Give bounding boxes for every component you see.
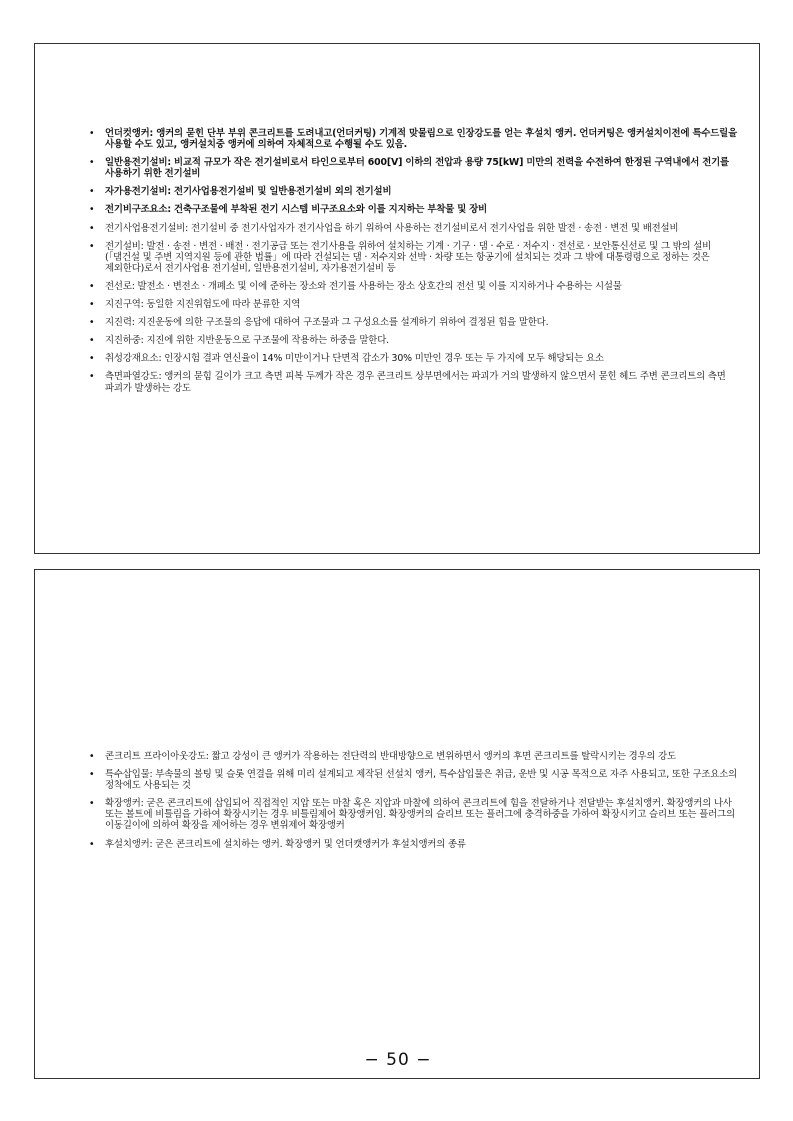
bullet-icon: •	[89, 798, 95, 810]
definition-text: 지진력: 지진운동에 의한 구조물의 응답에 대하여 구조물과 그 구성요소를 설계하기 위하여 결정된 힘을 말한다.	[105, 317, 549, 329]
definition-text: 지진구역: 동일한 지진위험도에 따라 분류한 지역	[105, 299, 301, 311]
definition-text: 언더컷앵커: 앵커의 묻힌 단부 부위 콘크리트를 도려내고(언더커팅) 기계적 맞물림으로 인장강도를 얻는 후설치 앵커. 언더커팅은 앵커설치이전에 특수드릴을 사용할 수도 있고, 앵커설치중 앵커에 의하여 자체적으로 수행될 수도 있음.	[105, 128, 737, 151]
definition-item	[87, 353, 743, 364]
bullet-icon: •	[89, 299, 95, 311]
definition-text: 전선로: 발전소 · 변전소 · 개폐소 및 이에 준하는 장소와 전기를 사용하는 장소 상호간의 전선 및 이를 지지하거나 수용하는 시설물	[105, 280, 622, 292]
bullet-icon: •	[89, 751, 95, 762]
definition-list-upper	[87, 128, 743, 401]
definition-item	[87, 335, 743, 346]
definition-list-lower	[87, 751, 743, 857]
bullet-icon: •	[89, 317, 95, 329]
bullet-icon: •	[89, 186, 95, 198]
definition-item	[87, 299, 743, 310]
definition-text: 전기설비: 발전 · 송전 · 변전 · 배전 · 전기공급 또는 전기사용을 위하여 설치하는 기계 · 기구 · 댐 · 수로 · 저수지 · 전선로 · 보안통신선로 및 그 밖의 설비(「댐건설 및 주변 지역지원 등에 관한 법률」에 따라 건설되는 댐 · 저수지와 선박 · 차량 또는 항공기에 설치되는 것과 그 밖에 대통령령으로 정하는 것은 제외한다)로서 전기사업용 전기설비, 일반용전기설비, 자가용전기설비 등	[105, 240, 712, 274]
definition-item	[87, 281, 743, 292]
definition-item	[87, 204, 743, 215]
definition-text: 콘크리트 프라이아웃강도: 짧고 강성이 큰 앵커가 작용하는 전단력의 반대방향으로 변위하면서 앵커의 후면 콘크리트를 탈락시키는 경우의 강도	[105, 751, 676, 762]
bullet-icon: •	[89, 353, 95, 365]
bullet-icon: •	[89, 204, 95, 216]
definition-item	[87, 798, 743, 831]
definition-text: 일반용전기설비: 비교적 규모가 작은 전기설비로서 타인으로부터 600[V] 이하의 전압과 용량 75[kW] 미만의 전력을 수전하여 한정된 구역내에서 전기를 사용하기 위한 전기설비	[105, 157, 729, 180]
definition-text: 전기사업용전기설비: 전기설비 중 전기사업자가 전기사업을 하기 위하여 사용하는 전기설비로서 전기사업을 위한 발전 · 송전 · 변전 및 배전설비	[105, 222, 679, 234]
bullet-icon: •	[89, 157, 95, 169]
bullet-icon: •	[89, 128, 95, 139]
bullet-icon: •	[89, 222, 95, 234]
document-section-upper	[34, 43, 760, 554]
definition-text: 특수삽입물: 부속물의 볼팅 및 슬롯 연결을 위해 미리 설계되고 제작된 선설치 앵커, 특수삽입물은 취급, 운반 및 시공 목적으로 자주 사용되고, 또한 구조요소의 정착에도 사용되는 것	[105, 769, 738, 792]
definition-item	[87, 157, 743, 179]
definition-item	[87, 186, 743, 197]
document-section-lower	[34, 569, 760, 1079]
bullet-icon: •	[89, 280, 95, 292]
definition-item	[87, 241, 743, 274]
definition-item	[87, 317, 743, 328]
bullet-icon: •	[89, 371, 95, 383]
bullet-icon: •	[89, 769, 95, 781]
bullet-icon: •	[89, 335, 95, 347]
bullet-icon: •	[89, 838, 95, 850]
definition-item	[87, 371, 743, 393]
definition-text: 자가용전기설비: 전기사업용전기설비 및 일반용전기설비 외의 전기설비	[105, 186, 392, 198]
definition-text: 전기비구조요소: 건축구조물에 부착된 전기 시스템 비구조요소와 이를 지지하는 부착물 및 장비	[105, 204, 488, 216]
definition-item	[87, 128, 743, 150]
definition-text: 취성강재요소: 인장시험 결과 연신율이 14% 미만이거나 단면적 감소가 30% 미만인 경우 또는 두 가지에 모두 해당되는 요소	[105, 353, 604, 365]
definition-text: 후설치앵커: 굳은 콘크리트에 설치하는 앵커. 확장앵커 및 언더캣앵커가 후설치앵커의 종류	[105, 838, 466, 850]
definition-text: 측면파열강도: 앵커의 묻힘 길이가 크고 측면 피복 두께가 작은 경우 콘크리트 상부면에서는 파괴가 거의 발생하지 않으면서 묻힌 헤드 주변 콘크리트의 측면 파괴가 발생하는 강도	[105, 371, 726, 394]
page-number: − 50 −	[364, 1050, 432, 1070]
definition-text: 확장앵커: 굳은 콘크리트에 삽입되어 직접적인 지압 또는 마찰 혹은 지압과 마찰에 의하여 콘크리트에 힘을 전달하거나 전달받는 후설치앵커. 확장앵커의 나사 또는 볼트에 비틀림을 가하여 확장시키는 경우 비틀림제어 확장앵커임. 확장앵커의 슬리브 또는 플러그에 충격하중을 가하여 확장시키고 슬리브 또는 플러그의 이동길이에 의하여 확장을 제어하는 경우 변위제어 확장앵커	[105, 798, 735, 832]
definition-item	[87, 751, 743, 762]
definition-item	[87, 839, 743, 850]
bullet-icon: •	[89, 240, 95, 252]
definition-text: 지진하중: 지진에 위한 지반운동으로 구조물에 작용하는 하중을 말한다.	[105, 335, 389, 347]
definition-item	[87, 223, 743, 234]
definition-item	[87, 769, 743, 791]
